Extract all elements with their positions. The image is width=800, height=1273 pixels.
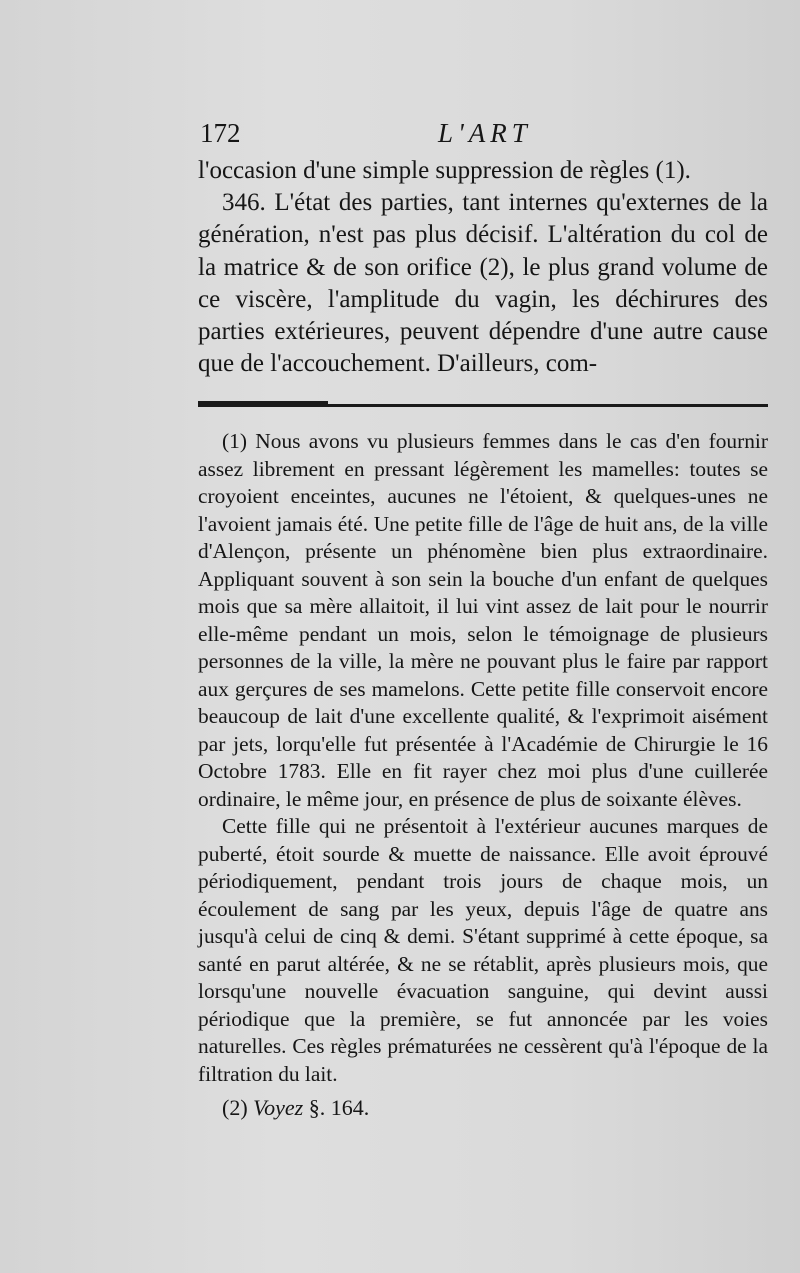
paragraph-346: 346. L'état des parties, tant internes qu'externes de la génération, n'est pas plus décisif. L'altération du col de la matrice & de son orifice (2), le plus grand volume de ce viscère, l'amplitude du vagin, les déchirures des parties extérieures, peuvent dépendre d'une autre cause que de l'accouchement. D'ailleurs, com- — [198, 189, 768, 378]
footnote-1-paragraph-2: Cette fille qui ne présentoit à l'extérieur aucunes marques de puberté, étoit sourde & muette de naissance. Elle avoit éprouvé périodiquement, pendant trois jours de chaque mois, un écoulement de sang par les yeux, depuis l'âge de quatre ans jusqu'à celui de cinq & demi. S'étant supprimé à cette époque, sa santé en parut altérée, & ne se rétablit, après plusieurs mois, que lorsqu'une nouvelle évacuation sanguine, qui devint aussi périodique que la première, se fut annoncée par les voies naturelles. Ces règles prématurées ne cessèrent qu'à l'époque de la filtration du lait. — [198, 814, 768, 1086]
page-header — [200, 118, 580, 154]
footnote-2-label: (2) — [222, 1095, 248, 1120]
footnote-2 — [198, 1094, 768, 1122]
footnote-2-voyez: Voyez — [253, 1095, 304, 1120]
main-text — [198, 155, 768, 380]
page-number: 172 — [200, 118, 241, 148]
footnote-separator-rule — [198, 404, 768, 407]
running-title: L'ART — [438, 118, 532, 148]
continued-line: l'occasion d'une simple suppression de règles (1). — [198, 157, 691, 184]
footnote-2-reference: §. 164. — [308, 1095, 370, 1120]
footnote-1-paragraph-1: (1) Nous avons vu plusieurs femmes dans le cas d'en fournir assez librement en pressant légèrement les mamelles: toutes se croyoient enceintes, aucunes ne l'étoient, & quelques-unes ne l'avoient jamais été. Une petite fille de l'âge de huit ans, de la ville d'Alençon, présente un phénomène bien plus extraordinaire. Appliquant souvent à son sein la bouche d'un enfant de quelques mois que sa mère allaitoit, il lui vint assez de lait pour le nourrir elle-même pendant un mois, selon le témoignage de plusieurs personnes de la ville, la mère ne pouvant plus le faire par rapport aux gerçures de ses mamelons. Cette petite fille conservoit encore beaucoup de lait d'une excellente qualité, & l'exprimoit aisément par jets, lorqu'elle fut présentée à l'Académie de Chirurgie le 16 Octobre 1783. Elle en fit rayer chez moi plus d'une cuillerée ordinaire, le même jour, en présence de plus de soixante élèves. — [198, 429, 768, 811]
footnotes — [198, 428, 768, 1122]
